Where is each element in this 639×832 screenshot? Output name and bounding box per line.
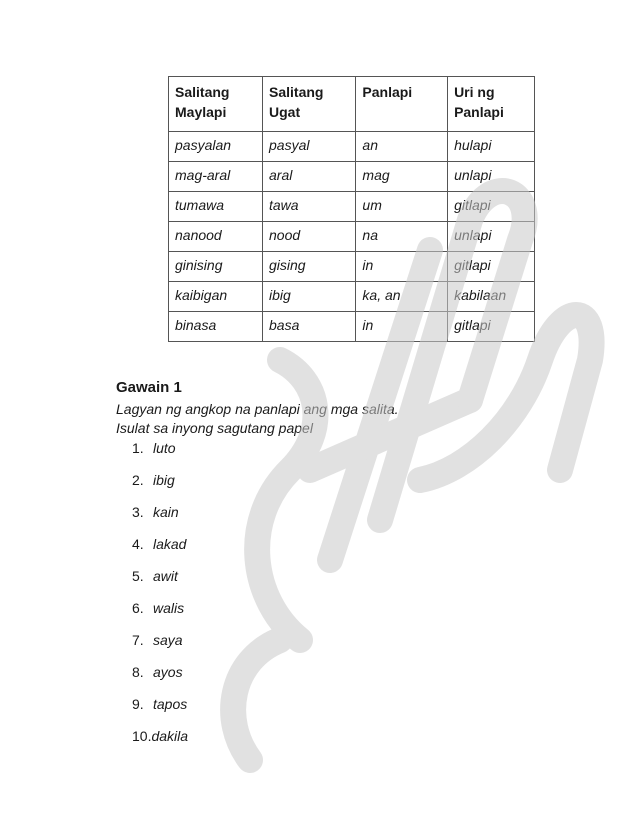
table-cell: in (356, 312, 448, 342)
list-item (116, 564, 188, 596)
list-item (116, 628, 188, 660)
table-cell: kaibigan (169, 282, 263, 312)
activity-instructions (116, 400, 399, 438)
table-cell: ginising (169, 252, 263, 282)
table-cell: um (356, 192, 448, 222)
table-cell: tumawa (169, 192, 263, 222)
table-cell: kabilaan (448, 282, 535, 312)
instruction-line: Isulat sa inyong sagutang papel (116, 420, 313, 436)
table-cell: mag (356, 162, 448, 192)
table-cell: ka, an (356, 282, 448, 312)
item-number: 7. (132, 632, 144, 648)
table-cell: unlapi (448, 162, 535, 192)
list-item (116, 660, 188, 692)
item-word: dakila (151, 728, 189, 744)
table-row (169, 312, 535, 342)
table-cell: gising (263, 252, 356, 282)
item-word: saya (153, 632, 183, 648)
list-item (116, 532, 188, 564)
item-word: walis (153, 600, 185, 616)
table-cell: in (356, 252, 448, 282)
table-cell: nood (263, 222, 356, 252)
list-item (116, 596, 188, 628)
item-number: 5. (132, 568, 144, 584)
table-cell: gitlapi (448, 252, 535, 282)
word-list (116, 436, 188, 756)
item-word: ayos (153, 664, 183, 680)
table-cell: mag-aral (169, 162, 263, 192)
table-cell: basa (263, 312, 356, 342)
list-item (116, 692, 188, 724)
header-panlapi: Panlapi (356, 77, 448, 132)
item-word: luto (153, 440, 176, 456)
item-word: awit (153, 568, 178, 584)
item-word: kain (153, 504, 179, 520)
list-item (116, 436, 188, 468)
activity-title: Gawain 1 (116, 379, 182, 396)
table-cell: pasyal (263, 132, 356, 162)
table-row (169, 222, 535, 252)
item-number: 9. (132, 696, 144, 712)
item-number: 6. (132, 600, 144, 616)
table-cell: gitlapi (448, 192, 535, 222)
table-cell: unlapi (448, 222, 535, 252)
table-row (169, 192, 535, 222)
table-cell: na (356, 222, 448, 252)
item-number: 1. (132, 440, 144, 456)
item-word: ibig (153, 472, 175, 488)
table-row (169, 132, 535, 162)
table-cell: ibig (263, 282, 356, 312)
list-item (116, 500, 188, 532)
table-header-row (169, 77, 535, 132)
table-row (169, 282, 535, 312)
item-number: 4. (132, 536, 144, 552)
item-word: tapos (153, 696, 188, 712)
table-row (169, 252, 535, 282)
table-cell: pasyalan (169, 132, 263, 162)
table-row (169, 162, 535, 192)
table-cell: an (356, 132, 448, 162)
affix-table (168, 76, 535, 342)
item-number: 2. (132, 472, 144, 488)
list-item (116, 724, 188, 756)
table-cell: hulapi (448, 132, 535, 162)
list-item (116, 468, 188, 500)
table-cell: binasa (169, 312, 263, 342)
item-number: 10. (132, 728, 152, 744)
item-number: 8. (132, 664, 144, 680)
header-uri-ng-panlapi: Uri ng Panlapi (448, 77, 535, 132)
instruction-line: Lagyan ng angkop na panlapi ang mga salita. (116, 401, 399, 417)
item-number: 3. (132, 504, 144, 520)
table-cell: aral (263, 162, 356, 192)
header-salitang-maylapi: Salitang Maylapi (169, 77, 263, 132)
item-word: lakad (153, 536, 187, 552)
table-cell: nanood (169, 222, 263, 252)
table-cell: gitlapi (448, 312, 535, 342)
table-cell: tawa (263, 192, 356, 222)
header-salitang-ugat: Salitang Ugat (263, 77, 356, 132)
